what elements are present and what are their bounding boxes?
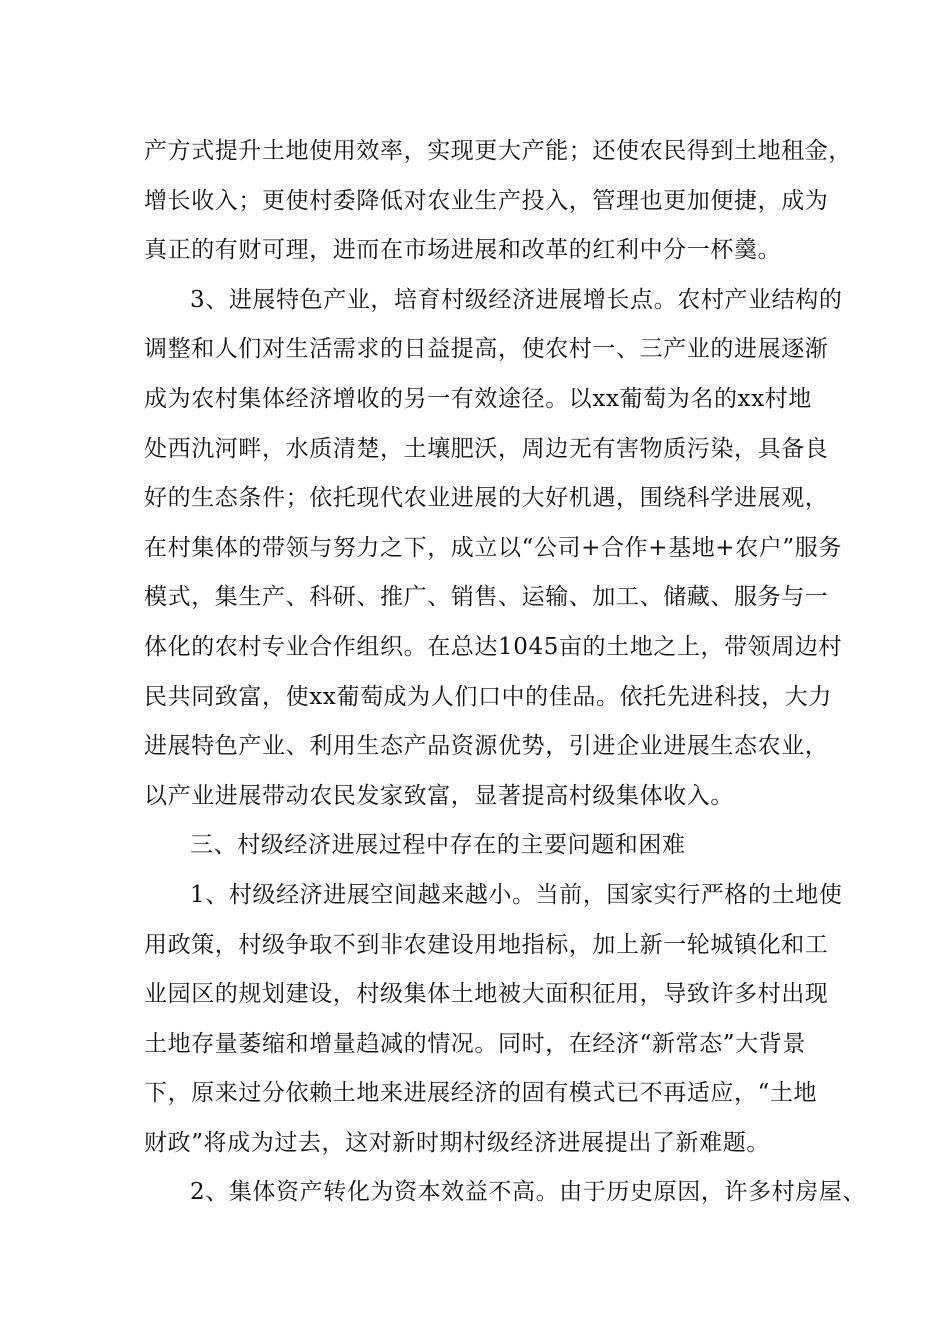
text-line: 3、进展特色产业，培育村级经济进展增长点。农村产业结构的 — [190, 286, 843, 313]
text-line: 业园区的规划建设，村级集体土地被大面积征用，导致许多村出现 — [144, 981, 829, 1008]
text-line: 体化的农村专业合作组织。在总达1045亩的土地之上，带领周边村 — [144, 633, 843, 660]
text-line: 增长收入；更使村委降低对农业生产投入，管理也更加便捷，成为 — [144, 187, 829, 214]
text-line: 用政策，村级争取不到非农建设用地指标，加上新一轮城镇化和工 — [144, 931, 829, 958]
text-line: 民共同致富，使xx葡萄成为人们口中的佳品。依托先进科技，大力 — [144, 683, 832, 710]
text-line: 三、村级经济进展过程中存在的主要问题和困难 — [190, 832, 686, 859]
text-line: 1、村级经济进展空间越来越小。当前，国家实行严格的土地使 — [190, 881, 843, 908]
text-line: 产方式提升土地使用效率，实现更大产能；还使农民得到土地租金， — [144, 138, 852, 164]
text-line: 模式，集生产、科研、推广、销售、运输、加工、储藏、服务与一 — [144, 584, 829, 611]
text-line: 在村集体的带领与努力之下，成立以“公司+合作+基地+农户”服务 — [144, 534, 842, 561]
text-line: 2、集体资产转化为资本效益不高。由于历史原因，许多村房屋、 — [190, 1179, 867, 1206]
text-line: 调整和人们对生活需求的日益提高，使农村一、三产业的进展逐渐 — [144, 336, 829, 363]
text-line: 土地存量萎缩和增量趋减的情况。同时，在经济“新常态”大背景 — [144, 1030, 806, 1057]
text-line: 下，原来过分依赖土地来进展经济的固有模式已不再适应，“土地 — [144, 1080, 818, 1107]
text-line: 财政”将成为过去，这对新时期村级经济进展提出了新难题。 — [144, 1129, 770, 1156]
text-line: 成为农村集体经济增收的另一有效途径。以xx葡萄为名的xx村地 — [144, 385, 812, 412]
text-line: 进展特色产业、利用生态产品资源优势，引进企业进展生态农业， — [144, 733, 829, 760]
text-line: 以产业进展带动农民发家致富，显著提高村级集体收入。 — [144, 782, 734, 809]
text-line: 处西氿河畔，水质清楚，土壤肥沃，周边无有害物质污染，具备良 — [144, 435, 829, 462]
text-line: 真正的有财可理，进而在市场进展和改革的红利中分一杯羹。 — [144, 237, 782, 264]
text-line: 好的生态条件；依托现代农业进展的大好机遇，围绕科学进展观， — [144, 485, 829, 512]
document-body — [144, 127, 867, 1218]
